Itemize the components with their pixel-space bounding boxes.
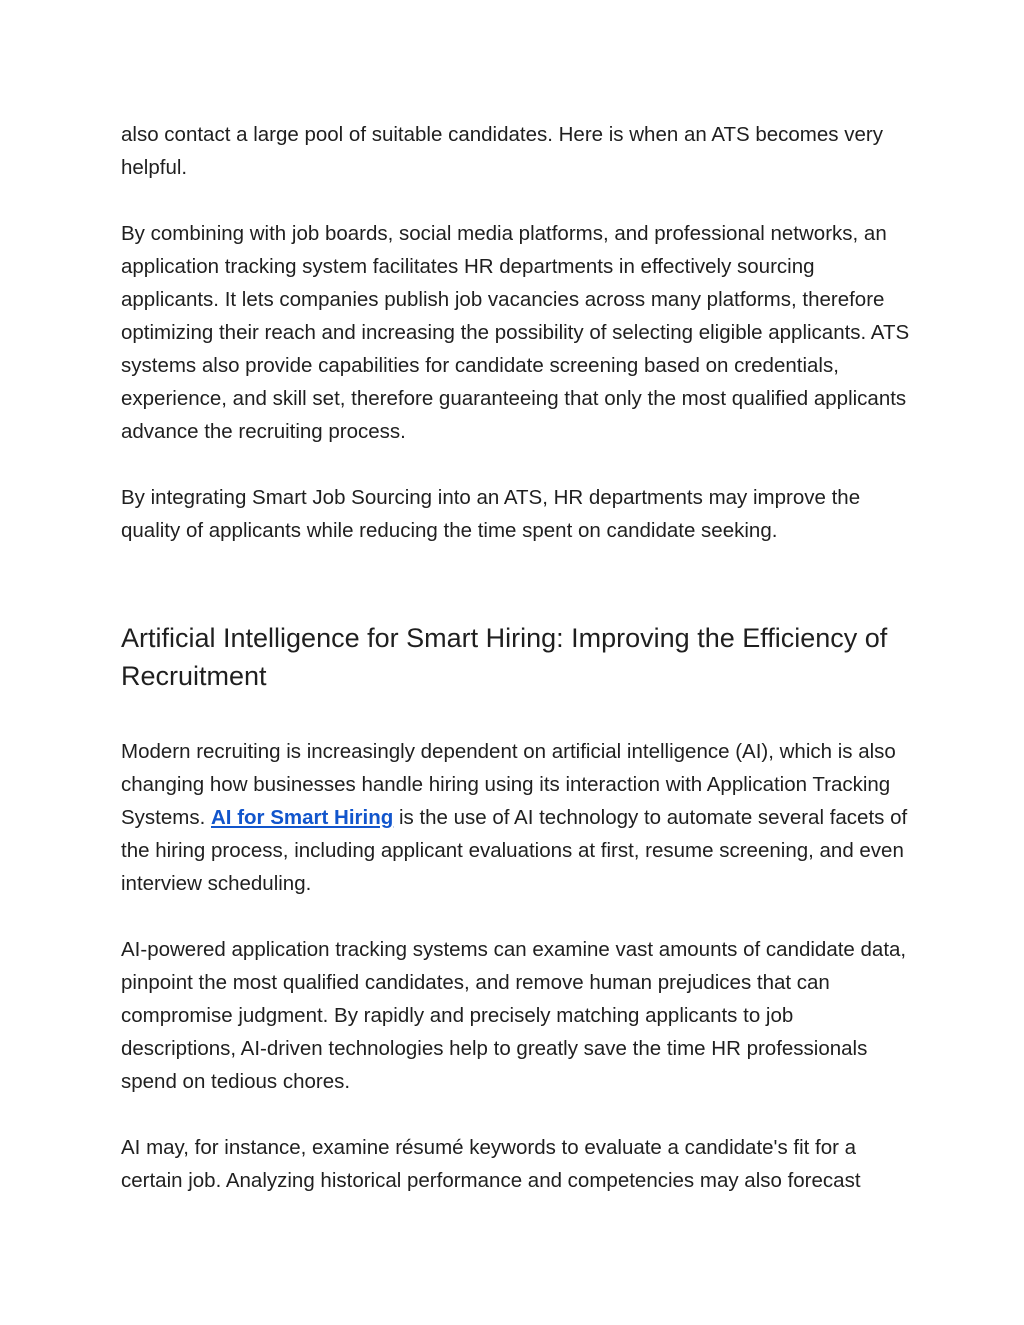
ai-paragraph-text-after: is the use of AI technology to automate several facets of the hiring process, including applicant evaluations at first, resume screening, and even interview scheduling. (121, 806, 908, 895)
section-heading: Artificial Intelligence for Smart Hiring: Improving the Efficiency of Recruitment (121, 623, 888, 691)
document-page (121, 118, 911, 1197)
paragraph-ats-helpful: also contact a large pool of suitable candidates. Here is when an ATS becomes very helpful. (121, 123, 883, 179)
ai-paragraph-text-before: Modern recruiting is increasingly dependent on artificial intelligence (AI), which is also changing how businesses handle hiring using its interaction with Application Tracking Systems. (121, 740, 896, 829)
paragraph-ai-recruiting (121, 735, 911, 900)
ai-smart-hiring-link[interactable]: AI for Smart Hiring (211, 806, 394, 829)
paragraph-job-sourcing: By combining with job boards, social media platforms, and professional networks, an application tracking system facilitates HR departments in effectively sourcing applicants. It lets companies publish job vacancies across many platforms, therefore optimizing their reach and increasing the possibility of selecting eligible applicants. ATS systems also provide capabilities for candidate screening based on credentials, experience, and skill set, therefore guaranteeing that only the most qualified applicants advance the recruiting process. (121, 222, 910, 443)
paragraph-ai-powered-ats: AI-powered application tracking systems can examine vast amounts of candidate data, pinpoint the most qualified candidates, and remove human prejudices that can compromise judgment. By rapidly and precisely matching applicants to job descriptions, AI-driven technologies help to greatly save the time HR professionals spend on tedious chores. (121, 938, 907, 1093)
paragraph-resume-keywords: AI may, for instance, examine résumé keywords to evaluate a candidate's fit for a certain job. Analyzing historical performance and competencies may also forecast (121, 1136, 861, 1192)
paragraph-smart-job-sourcing: By integrating Smart Job Sourcing into an ATS, HR departments may improve the quality of applicants while reducing the time spent on candidate seeking. (121, 486, 861, 542)
